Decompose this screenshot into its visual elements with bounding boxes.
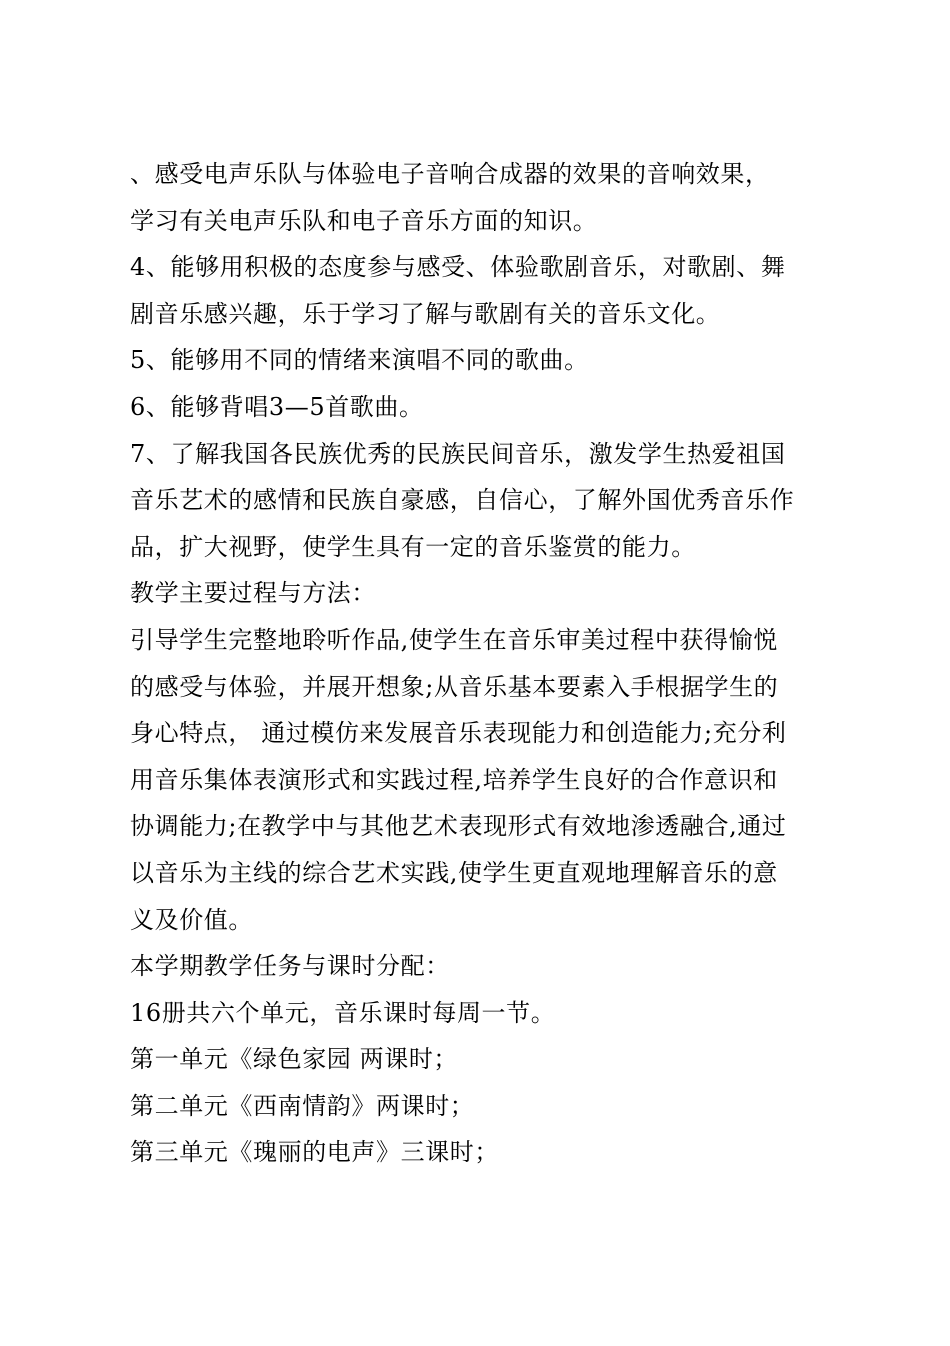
text-line: 品，扩大视野，使学生具有一定的音乐鉴赏的能力。 [130, 532, 696, 561]
text-line: 身心特点， 通过模仿来发展音乐表现能力和创造能力;充分利 [130, 719, 787, 748]
text-line: 7、了解我国各民族优秀的民族民间音乐，激发学生热爱祖国 [130, 439, 786, 468]
text-line: 引导学生完整地聆听作品,使学生在音乐审美过程中获得愉悦 [130, 625, 778, 654]
text-line: 4、能够用积极的态度参与感受、体验歌剧音乐，对歌剧、舞 [130, 253, 786, 282]
text-line: 义及价值。 [130, 905, 253, 934]
unit-line: 第二单元《西南情韵》两课时； [130, 1091, 475, 1120]
section-heading: 本学期教学任务与课时分配： [130, 952, 450, 981]
text-line: 16册共六个单元，音乐课时每周一节。 [130, 998, 556, 1027]
section-heading: 教学主要过程与方法： [130, 579, 376, 608]
text-line: 6、能够背唱3—5首歌曲。 [130, 392, 424, 421]
text-line: 用音乐集体表演形式和实践过程,培养学生良好的合作意识和 [130, 765, 778, 794]
text-line: 剧音乐感兴趣，乐于学习了解与歌剧有关的音乐文化。 [130, 299, 721, 328]
unit-line: 第一单元《绿色家园 两课时； [130, 1045, 459, 1074]
text-line: 音乐艺术的感情和民族自豪感，自信心，了解外国优秀音乐作 [130, 486, 795, 515]
document-body [130, 151, 830, 1176]
unit-line: 第三单元《瑰丽的电声》三课时； [130, 1138, 499, 1167]
text-line: 的感受与体验，并展开想象;从音乐基本要素入手根据学生的 [130, 672, 779, 701]
text-line: 、感受电声乐队与体验电子音响合成器的效果的音响效果， [130, 160, 770, 188]
text-line: 5、能够用不同的情绪来演唱不同的歌曲。 [130, 346, 589, 375]
text-line: 协调能力;在教学中与其他艺术表现形式有效地渗透融合,通过 [130, 812, 787, 841]
text-line: 以音乐为主线的综合艺术实践,使学生更直观地理解音乐的意 [130, 858, 778, 887]
text-line: 学习有关电声乐队和电子音乐方面的知识。 [130, 206, 598, 235]
